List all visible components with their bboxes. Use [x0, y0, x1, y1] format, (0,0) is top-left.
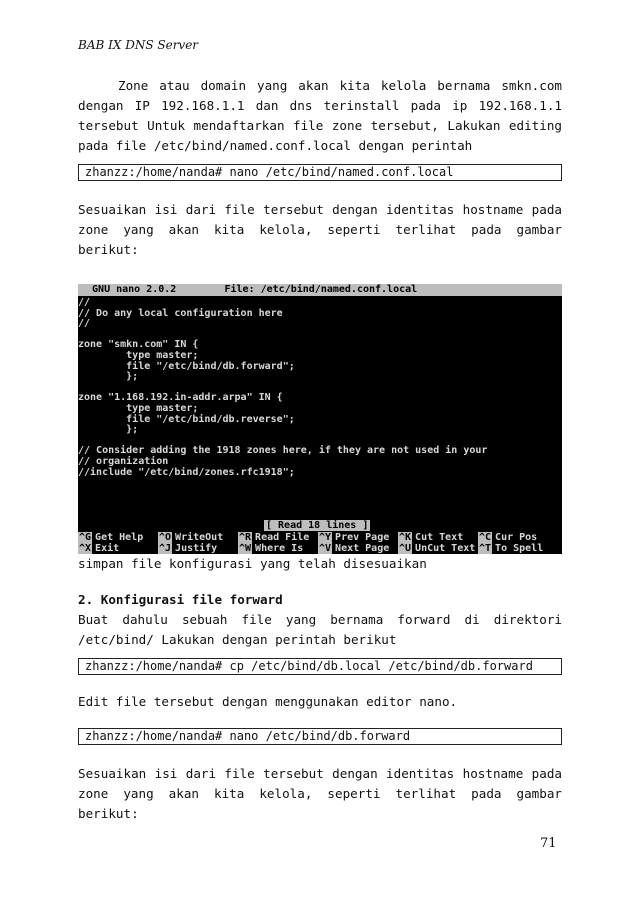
- nano-shortcut: [478, 532, 562, 543]
- nano-shortcut-label: Cur Pos: [495, 532, 538, 543]
- nano-shortcut-label: Prev Page: [335, 532, 390, 543]
- nano-shortcut: [158, 543, 238, 554]
- nano-shortcut-row-1: [78, 532, 562, 543]
- nano-terminal-screenshot: [78, 284, 562, 554]
- nano-shortcut: [398, 532, 478, 543]
- edit-nano-paragraph: Edit file tersebut dengan menggunakan editor nano.: [78, 694, 458, 709]
- nano-shortcut-key: ^X: [79, 543, 92, 554]
- nano-shortcut-key: ^W: [239, 543, 252, 554]
- nano-shortcut-label: Read File: [255, 532, 310, 543]
- section-2-heading: 2. Konfigurasi file forward: [78, 592, 283, 607]
- nano-shortcut: [318, 543, 398, 554]
- nano-shortcut-label: To Spell: [495, 543, 544, 554]
- nano-shortcut-label: WriteOut: [175, 532, 224, 543]
- nano-shortcut-row-2: [78, 543, 562, 554]
- nano-status-line: [ Read 18 lines ]: [266, 520, 369, 531]
- nano-shortcut-key: ^T: [479, 543, 492, 554]
- nano-shortcut-label: Justify: [175, 543, 218, 554]
- nano-shortcut-label: Exit: [95, 543, 120, 554]
- nano-shortcut-key: ^V: [319, 543, 332, 554]
- section-2-body: Buat dahulu sebuah file yang bernama forward di direktori /etc/bind/ Lakukan dengan perintah berikut: [78, 612, 562, 647]
- nano-shortcut-key: ^O: [159, 532, 172, 543]
- nano-shortcut-label: Next Page: [335, 543, 390, 554]
- nano-shortcut-key: ^R: [239, 532, 252, 543]
- nano-shortcut: [478, 543, 562, 554]
- command-box-nano-named-conf: zhanzz:/home/nanda# nano /etc/bind/named.conf.local: [78, 164, 562, 181]
- nano-shortcut-label: Cut Text: [415, 532, 464, 543]
- nano-shortcut: [238, 532, 318, 543]
- running-header: BAB IX DNS Server: [78, 38, 199, 52]
- nano-shortcut-key: ^U: [399, 543, 412, 554]
- nano-title-bar: GNU nano 2.0.2 File: /etc/bind/named.conf.local: [78, 284, 562, 296]
- nano-shortcut-bar: [78, 532, 562, 554]
- nano-shortcut-key: ^G: [79, 532, 92, 543]
- intro-paragraph: Zone atau domain yang akan kita kelola bernama smkn.com dengan IP 192.168.1.1 dan dns terinstall pada ip 192.168.1.1 tersebut Untuk mendaftarkan file zone tersebut, Lakukan editing pada file /etc/bind/named.conf.local dengan perintah: [78, 78, 562, 153]
- nano-shortcut-key: ^Y: [319, 532, 332, 543]
- nano-file-content: // // Do any local configuration here // zone "smkn.com" IN { type master; file "/etc/bind/db.forward"; }; zone "1.168.192.in-addr.arpa" IN { type master; file "/etc/bind/db.reverse"; }; // Consider adding the 1918 zones here, if they are not used in your // organization //include "/etc/bind/zones.rfc1918";: [78, 297, 488, 478]
- page-number: 71: [540, 836, 557, 851]
- nano-shortcut: [238, 543, 318, 554]
- nano-shortcut: [318, 532, 398, 543]
- nano-shortcut: [78, 532, 158, 543]
- nano-shortcut: [158, 532, 238, 543]
- adjust-paragraph-2: Sesuaikan isi dari file tersebut dengan identitas hostname pada zone yang akan kita kelola, seperti terlihat pada gambar berikut:: [78, 766, 562, 821]
- nano-shortcut-label: Where Is: [255, 543, 304, 554]
- nano-shortcut-key: ^C: [479, 532, 492, 543]
- command-box-cp-db-local: zhanzz:/home/nanda# cp /etc/bind/db.local /etc/bind/db.forward: [78, 658, 562, 675]
- command-box-nano-db-forward: zhanzz:/home/nanda# nano /etc/bind/db.forward: [78, 728, 562, 745]
- nano-shortcut-key: ^J: [159, 543, 172, 554]
- adjust-paragraph-1: Sesuaikan isi dari file tersebut dengan identitas hostname pada zone yang akan kita kelola, seperti terlihat pada gambar berikut:: [78, 202, 562, 257]
- nano-shortcut-label: Get Help: [95, 532, 144, 543]
- nano-shortcut: [78, 543, 158, 554]
- nano-shortcut-label: UnCut Text: [415, 543, 476, 554]
- nano-shortcut: [398, 543, 478, 554]
- save-caption: simpan file konfigurasi yang telah disesuaikan: [78, 556, 427, 571]
- nano-shortcut-key: ^K: [399, 532, 412, 543]
